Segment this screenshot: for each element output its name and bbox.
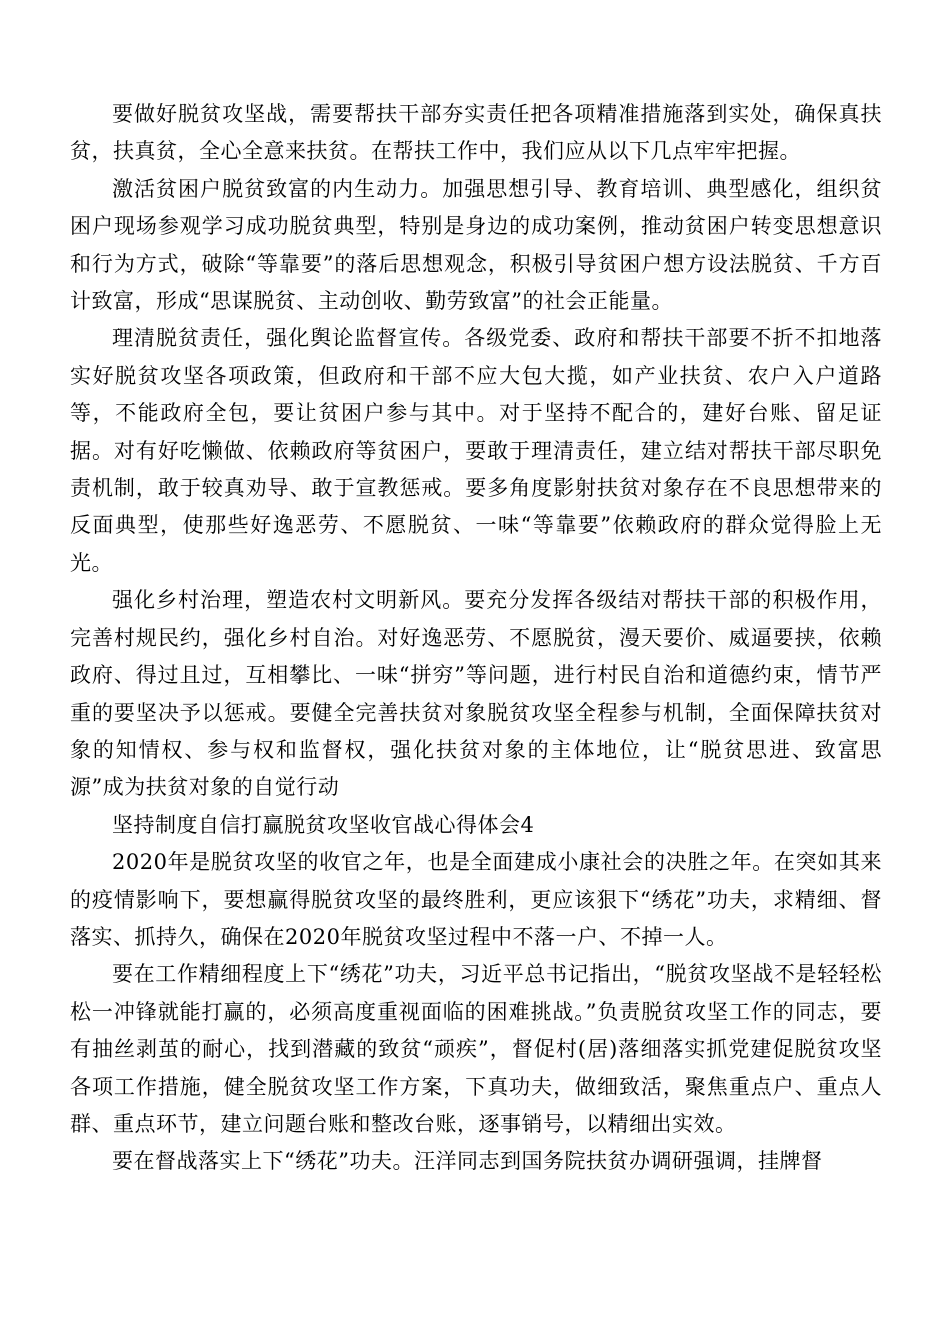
paragraph-3: 理清脱贫责任，强化舆论监督宣传。各级党委、政府和帮扶干部要不折不扣地落实好脱贫攻坚各项政策，但政府和干部不应大包大揽，如产业扶贫、农户入户道路等，不能政府全包，要让贫困户参与其中。对于坚持不配合的，建好台账、留足证据。对有好吃懒做、依赖政府等贫困户，要敢于理清责任，建立结对帮扶干部尽职免责机制，敢于较真劝导、敢于宣教惩戒。要多角度影射扶贫对象存在不良思想带来的反面典型，使那些好逸恶劳、不愿脱贫、一味“等靠要”依赖政府的群众觉得脸上无光。: [70, 326, 882, 575]
paragraph-5: 2020年是脱贫攻坚的收官之年，也是全面建成小康社会的决胜之年。在突如其来的疫情影响下，要想赢得脱贫攻坚的最终胜利，更应该狠下“绣花”功夫，求精细、督落实、抓持久，确保在2020年脱贫攻坚过程中不落一户、不掉一人。: [70, 850, 882, 949]
paragraph-2: 激活贫困户脱贫致富的内生动力。加强思想引导、教育培训、典型感化，组织贫困户现场参观学习成功脱贫典型，特别是身边的成功案例，推动贫困户转变思想意识和行为方式，破除“等靠要”的落后思想观念，积极引导贫困户想方设法脱贫、千方百计致富，形成“思谋脱贫、主动创收、勤劳致富”的社会正能量。: [70, 176, 882, 314]
paragraph-1: 要做好脱贫攻坚战，需要帮扶干部夯实责任把各项精准措施落到实处，确保真扶贫，扶真贫，全心全意来扶贫。在帮扶工作中，我们应从以下几点牢牢把握。: [70, 102, 882, 164]
paragraph-7: 要在督战落实上下“绣花”功夫。汪洋同志到国务院扶贫办调研强调，挂牌督: [112, 1149, 823, 1174]
section-heading: 坚持制度自信打赢脱贫攻坚收官战心得体会4: [112, 812, 535, 837]
paragraph-6: 要在工作精细程度上下“绣花”功夫，习近平总书记指出，“脱贫攻坚战不是轻轻松松一冲锋就能打赢的，必须高度重视面临的困难挑战。”负责脱贫攻坚工作的同志，要有抽丝剥茧的耐心，找到潜藏的致贫“顽疾”，督促村(居)落细落实抓党建促脱贫攻坚各项工作措施，健全脱贫攻坚工作方案，下真功夫，做细致活，聚焦重点户、重点人群、重点环节，建立问题台账和整改台账，逐事销号，以精细出实效。: [70, 962, 882, 1136]
paragraph-4: 强化乡村治理，塑造农村文明新风。要充分发挥各级结对帮扶干部的积极作用，完善村规民约，强化乡村自治。对好逸恶劳、不愿脱贫，漫天要价、威逼要挟，依赖政府、得过且过，互相攀比、一味“拼穷”等问题，进行村民自治和道德约束，情节严重的要坚决予以惩戒。要健全完善扶贫对象脱贫攻坚全程参与机制，全面保障扶贫对象的知情权、参与权和监督权，强化扶贫对象的主体地位，让“脱贫思进、致富思源”成为扶贫对象的自觉行动: [70, 588, 882, 800]
